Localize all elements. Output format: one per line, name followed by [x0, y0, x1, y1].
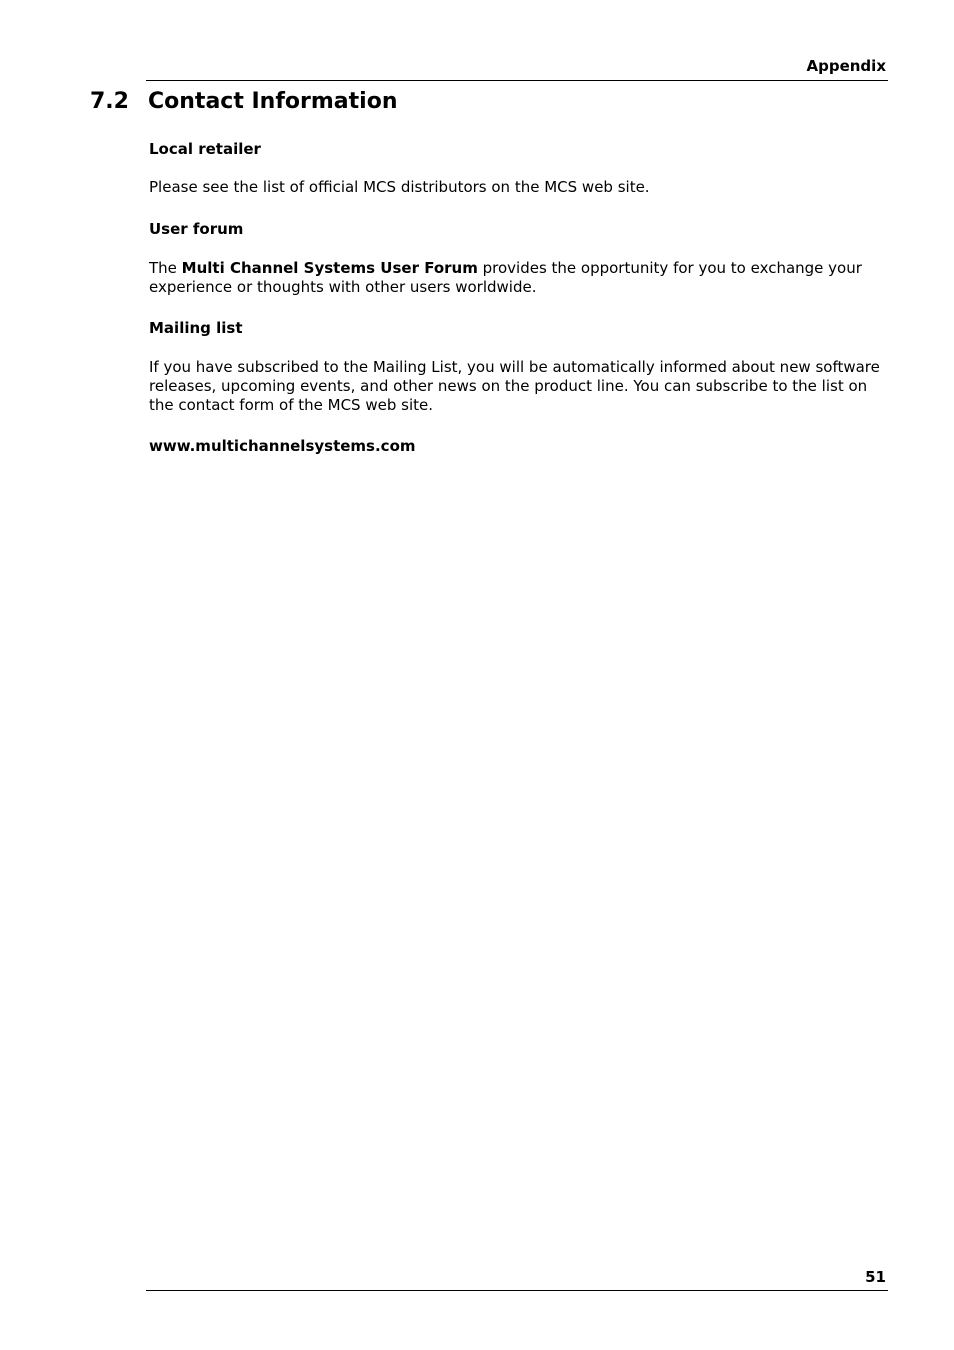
mailing-list-text: If you have subscribed to the Mailing List, you will be automatically informed about new software releases, upcoming events, and other news on the product line. You can subscribe to the list on the contact form of the MCS web site.: [149, 358, 880, 414]
mailing-list-heading: Mailing list: [149, 319, 243, 337]
footer-rule: [146, 1290, 888, 1291]
running-header: Appendix: [806, 57, 886, 75]
section-title-text: Contact Information: [148, 89, 398, 114]
user-forum-text-before: The: [149, 259, 182, 277]
local-retailer-text: Please see the list of official MCS distributors on the MCS web site.: [149, 178, 650, 196]
page-number: 51: [865, 1268, 886, 1286]
user-forum-heading: User forum: [149, 220, 244, 238]
website-heading: www.multichannelsystems.com: [149, 437, 416, 455]
user-forum-name: Multi Channel Systems User Forum: [181, 259, 478, 277]
section-title: [90, 89, 398, 114]
user-forum-text: [149, 259, 887, 297]
page-content: [149, 140, 887, 456]
header-rule: [146, 80, 888, 81]
section-number: 7.2: [90, 89, 129, 114]
local-retailer-heading: Local retailer: [149, 140, 261, 158]
user-forum-text-after: provides the opportunity for you to exchange your experience or thoughts with other users worldwide.: [149, 259, 862, 296]
